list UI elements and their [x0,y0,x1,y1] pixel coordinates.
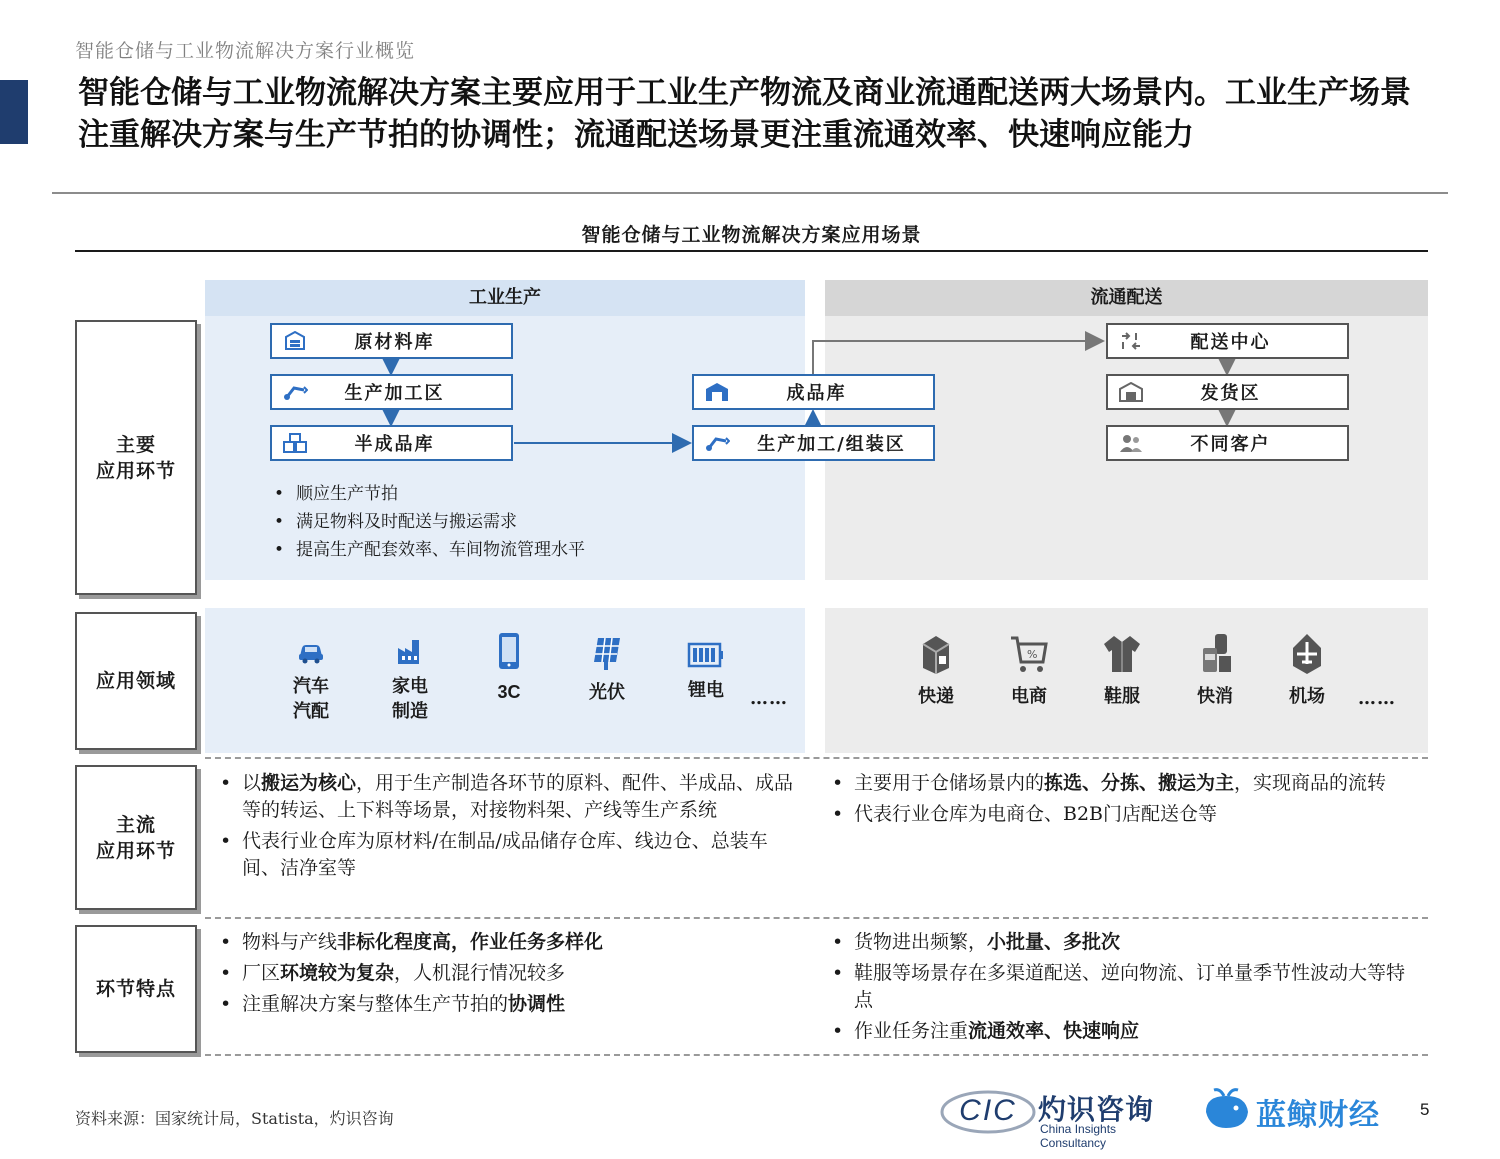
flow-customers: 不同客户 [1106,425,1349,461]
warehouse-icon [694,382,740,402]
field-airport: 机场 [1272,632,1342,709]
list-item: • 提高生产配套效率、车间物流管理水平 [272,536,792,564]
battery-icon [687,640,725,670]
clothing-icon [1102,632,1142,676]
flow-finished: 成品库 [692,374,935,410]
row-label-mainstream: 主流 应用环节 [75,765,197,910]
list-item: • 代表行业仓库为电商仓、B2B门店配送仓等 [826,801,1416,828]
row-label-features: 环节特点 [75,925,197,1053]
mainstream-industrial-list [214,770,794,886]
parcel-icon [917,632,955,676]
field-automotive: 汽车 汽配 [276,636,346,724]
cic-logo: CIC 灼识咨询 China Insights Consultancy [938,1086,1178,1138]
field-lithium: 锂电 [671,640,741,703]
industrial-benefits-list [272,480,792,564]
field-express: 快递 [901,632,971,709]
field-ecommerce: % 电商 [994,632,1064,709]
page-headline: 智能仓储与工业物流解决方案主要应用于工业生产物流及商业流通配送两大场景内。工业生产场景注重解决方案与生产节拍的协调性；流通配送场景更注重流通效率、快速响应能力 [78,75,1411,153]
whale-icon [1202,1088,1252,1130]
distribution-zone-header: 流通配送 [825,280,1428,316]
list-item: • 满足物料及时配送与搬运需求 [272,508,792,536]
factory-icon [395,636,425,666]
field-apparel: 鞋服 [1087,632,1157,709]
list-item: • 作业任务注重流通效率、快速响应 [826,1018,1416,1045]
row-label-main-links: 主要 应用环节 [75,320,197,595]
list-item: • 注重解决方案与整体生产节拍的协调性 [214,991,794,1018]
flow-assembly: 生产加工/组装区 [692,425,935,461]
list-item: • 鞋服等场景存在多渠道配送、逆向物流、订单量季节性波动大等特点 [826,960,1416,1014]
airport-icon [1287,632,1327,676]
people-icon [1108,433,1154,453]
arrow-finished-to-dist-center [813,341,1101,375]
robot-arm-icon [694,433,740,453]
list-item: • 代表行业仓库为原材料/在制品/成品储存仓库、线边仓、总装车间、洁净室等 [214,828,794,882]
list-item: • 顺应生产节拍 [272,480,792,508]
industrial-zone-header: 工业生产 [205,280,805,316]
flow-semi-finished: 半成品库 [270,425,513,461]
source-note: 资料来源：国家统计局，Statista，灼识咨询 [75,1109,394,1128]
page-number: 5 [1420,1100,1430,1119]
field-photovoltaic: 光伏 [572,636,642,705]
distribution-fields-more: …… [1358,688,1396,709]
divider [205,917,1428,919]
consumer-goods-icon [1195,632,1235,676]
list-item: • 货物进出频繁，小批量、多批次 [826,929,1416,956]
divider [205,757,1428,759]
solar-panel-icon [590,636,624,672]
field-3c: 3C [474,632,544,705]
phone-icon [494,632,524,672]
breadcrumb: 智能仓储与工业物流解决方案行业概览 [75,40,416,62]
divider [205,1054,1428,1056]
features-industrial-list [214,929,794,1022]
flow-raw-material: 原材料库 [270,323,513,359]
list-item: • 主要用于仓储场景内的拣选、分拣、搬运为主，实现商品的流转 [826,770,1416,797]
boxes-icon [272,433,318,453]
list-item: • 厂区环境较为复杂，人机混行情况较多 [214,960,794,987]
warehouse-shelf-icon [272,331,318,351]
svg-text:%: % [1027,648,1038,661]
distribution-arrows-icon [1108,331,1154,351]
list-item: • 以搬运为核心，用于生产制造各环节的原料、配件、半成品、成品等的转运、上下料等场景，对接物料架、产线等生产系统 [214,770,794,824]
field-fmcg: 快消 [1180,632,1250,709]
flow-dist-center: 配送中心 [1106,323,1349,359]
industrial-fields-more: …… [750,688,788,709]
list-item: • 物料与产线非标化程度高，作业任务多样化 [214,929,794,956]
cart-icon [1009,632,1049,676]
flow-processing: 生产加工区 [270,374,513,410]
field-appliance: 家电 制造 [375,636,445,724]
row-label-fields: 应用领域 [75,612,197,750]
mainstream-distribution-list [826,770,1416,832]
flow-shipping: 发货区 [1106,374,1349,410]
car-icon [296,636,326,666]
section-title: 智能仓储与工业物流解决方案应用场景 [581,224,922,246]
partner-logo: 蓝鲸财经 [1202,1084,1402,1134]
warehouse-icon [1108,382,1154,402]
features-distribution-list [826,929,1416,1049]
robot-arm-icon [272,382,318,402]
